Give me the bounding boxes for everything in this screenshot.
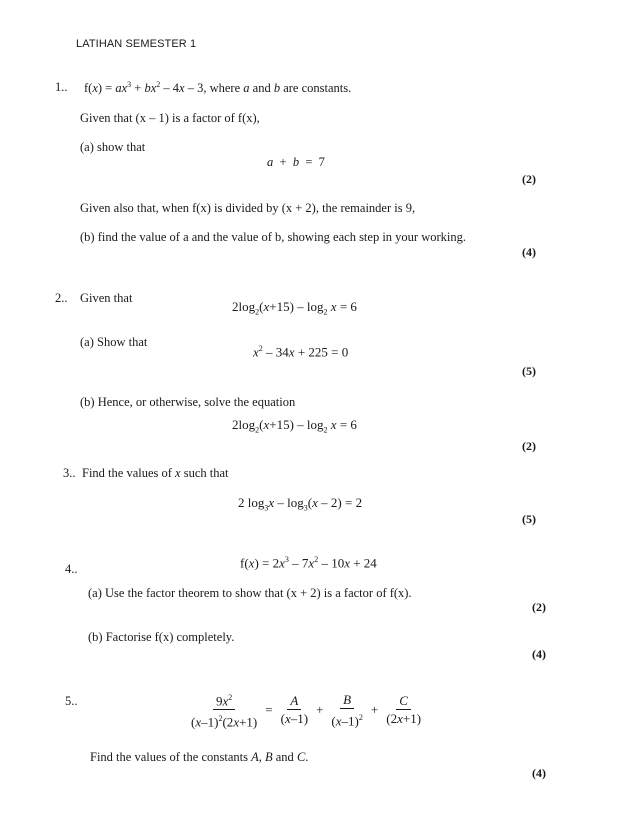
q2-part-a-label: (a) Show that <box>80 335 148 349</box>
q3-marks: (5) <box>522 512 536 526</box>
q1-marks-b: (4) <box>522 245 536 259</box>
q1-part-b: (b) find the value of a and the value of b, showing each step in your working. <box>80 230 467 244</box>
q3-text: Find the values of x such that <box>82 466 229 480</box>
q2-part-b-equation: $2\log_2(x+15) - \log_2 x = 6$ <box>232 417 357 435</box>
q4-marks-b: (4) <box>532 647 546 661</box>
q2-marks-a: (5) <box>522 364 536 378</box>
q4-number: 4.. <box>65 562 78 576</box>
q5-marks: (4) <box>532 766 546 780</box>
q5-text: Find the values of the constants A, B and C. <box>90 750 309 764</box>
q5-number: 5.. <box>65 694 78 708</box>
q5-fraction-lhs: $\frac{9x^2}{(x-1)^2(2x+1)}$ <box>188 690 260 730</box>
q1-marks-a: (2) <box>522 172 536 186</box>
q1-intro: $f(x) = ax^3 + bx^2 - 4x - 3$, where a and b are constants. <box>84 80 352 96</box>
q1-part-a-label: (a) show that <box>80 140 146 154</box>
q2-equation: $2\log_2(x+15) - \log_2 x = 6$ <box>232 299 357 317</box>
q5-fraction-b: $\frac{B}{(x-1)^2}$ <box>331 691 363 728</box>
q1-number: 1.. <box>55 80 68 94</box>
q5-equation: $\frac{9x^2}{(x-1)^2(2x+1)}$ = $\frac{A}{(x-1)}$ + $\frac{B}{(x-1)^2}$ + $\frac{C}{(2x+1)}$ <box>188 690 424 730</box>
q1-part-a-equation: a + b = 7 <box>267 155 325 169</box>
page-title: LATIHAN SEMESTER 1 <box>76 38 197 50</box>
q1-given-factor: Given that (x – 1) is a factor of f(x), <box>80 111 260 125</box>
q4-marks-a: (2) <box>532 600 546 614</box>
q1-given-remainder: Given also that, when f(x) is divided by (x + 2), the remainder is 9, <box>80 201 416 215</box>
q4-part-a: (a) Use the factor theorem to show that (x + 2) is a factor of f(x). <box>88 586 412 600</box>
q2-part-b: (b) Hence, or otherwise, solve the equation <box>80 395 296 409</box>
q2-number: 2.. <box>55 291 68 305</box>
q5-fraction-c: $\frac{C}{(2x+1)}$ <box>386 693 422 727</box>
q4-function: $f(x) = 2x^3 - 7x^2 - 10x + 24$ <box>240 555 377 571</box>
q4-part-b: (b) Factorise f(x) completely. <box>88 630 235 644</box>
q2-marks-b: (2) <box>522 439 536 453</box>
q3-number: 3.. <box>63 466 76 480</box>
q3-equation: 2 $\log_3x - \log_3(x - 2) = 2$ <box>238 495 363 513</box>
q2-part-a-equation: $x^2 - 34x + 225 = 0$ <box>253 344 349 360</box>
q5-fraction-a: $\frac{A}{(x-1)}$ <box>280 693 309 727</box>
q2-given: Given that <box>80 291 133 305</box>
